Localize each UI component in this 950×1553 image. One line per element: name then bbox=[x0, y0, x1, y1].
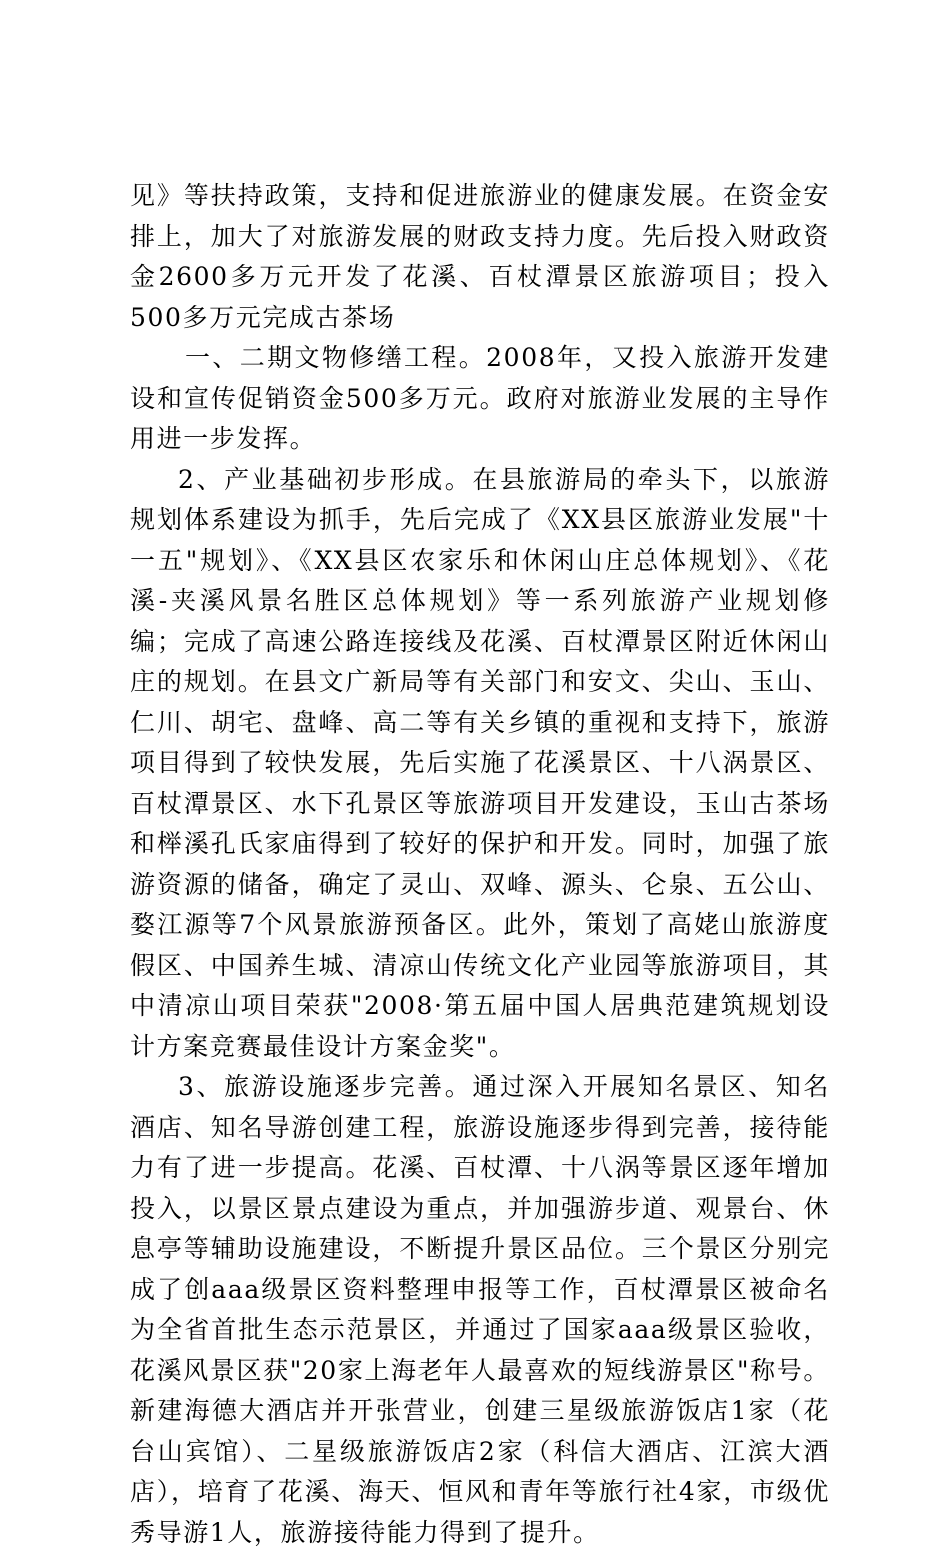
paragraph-industry-foundation: 2、产业基础初步形成。在县旅游局的牵头下，以旅游规划体系建设为抓手，先后完成了《XX县区旅游业发展"十一五"规划》、《XX县区农家乐和休闲山庄总体规划》、《花溪-夹溪风景名胜区总体规划》等一系列旅游产业规划修编；完成了高速公路连接线及花溪、百杖潭景区附近休闲山庄的规划。在县文广新局等有关部门和安文、尖山、玉山、仁川、胡宅、盘峰、高二等有关乡镇的重视和支持下，旅游项目得到了较快发展，先后实施了花溪景区、十八涡景区、百杖潭景区、水下孔景区等旅游项目开发建设，玉山古茶场和榉溪孔氏家庙得到了较好的保护和开发。同时，加强了旅游资源的储备，确定了灵山、双峰、源头、仑泉、五公山、婺江源等7个风景旅游预备区。此外，策划了高姥山旅游度假区、中国养生城、清凉山传统文化产业园等旅游项目，其中清凉山项目荣获"2008·第五届中国人居典范建筑规划设计方案竞赛最佳设计方案金奖"。 bbox=[130, 464, 830, 1061]
paragraph-funding: 见》等扶持政策，支持和促进旅游业的健康发展。在资金安排上，加大了对旅游发展的财政支持力度。先后投入财政资金2600多万元开发了花溪、百杖潭景区旅游项目；投入500多万元完成古茶场 bbox=[130, 181, 830, 332]
paragraph-tourism-facilities: 3、旅游设施逐步完善。通过深入开展知名景区、知名酒店、知名导游创建工程，旅游设施逐步得到完善，接待能力有了进一步提高。花溪、百杖潭、十八涡等景区逐年增加投入，以景区景点建设为重点，并加强游步道、观景台、休息亭等辅助设施建设，不断提升景区品位。三个景区分别完成了创aaa级景区资料整理申报等工作，百杖潭景区被命名为全省首批生态示范景区，并通过了国家aaa级景区验收，花溪风景区获"20家上海老年人最喜欢的短线游景区"称号。新建海德大酒店并开张营业，创建三星级旅游饭店1家（花台山宾馆）、二星级旅游饭店2家（科信大酒店、江滨大酒店），培育了花溪、海天、恒风和青年等旅行社4家，市级优秀导游1人，旅游接待能力得到了提升。 bbox=[130, 1072, 830, 1547]
paragraph-restoration: 一、二期文物修缮工程。2008年，又投入旅游开发建设和宣传促销资金500多万元。政府对旅游业发展的主导作用进一步发挥。 bbox=[130, 343, 830, 453]
document-body bbox=[130, 176, 830, 1553]
